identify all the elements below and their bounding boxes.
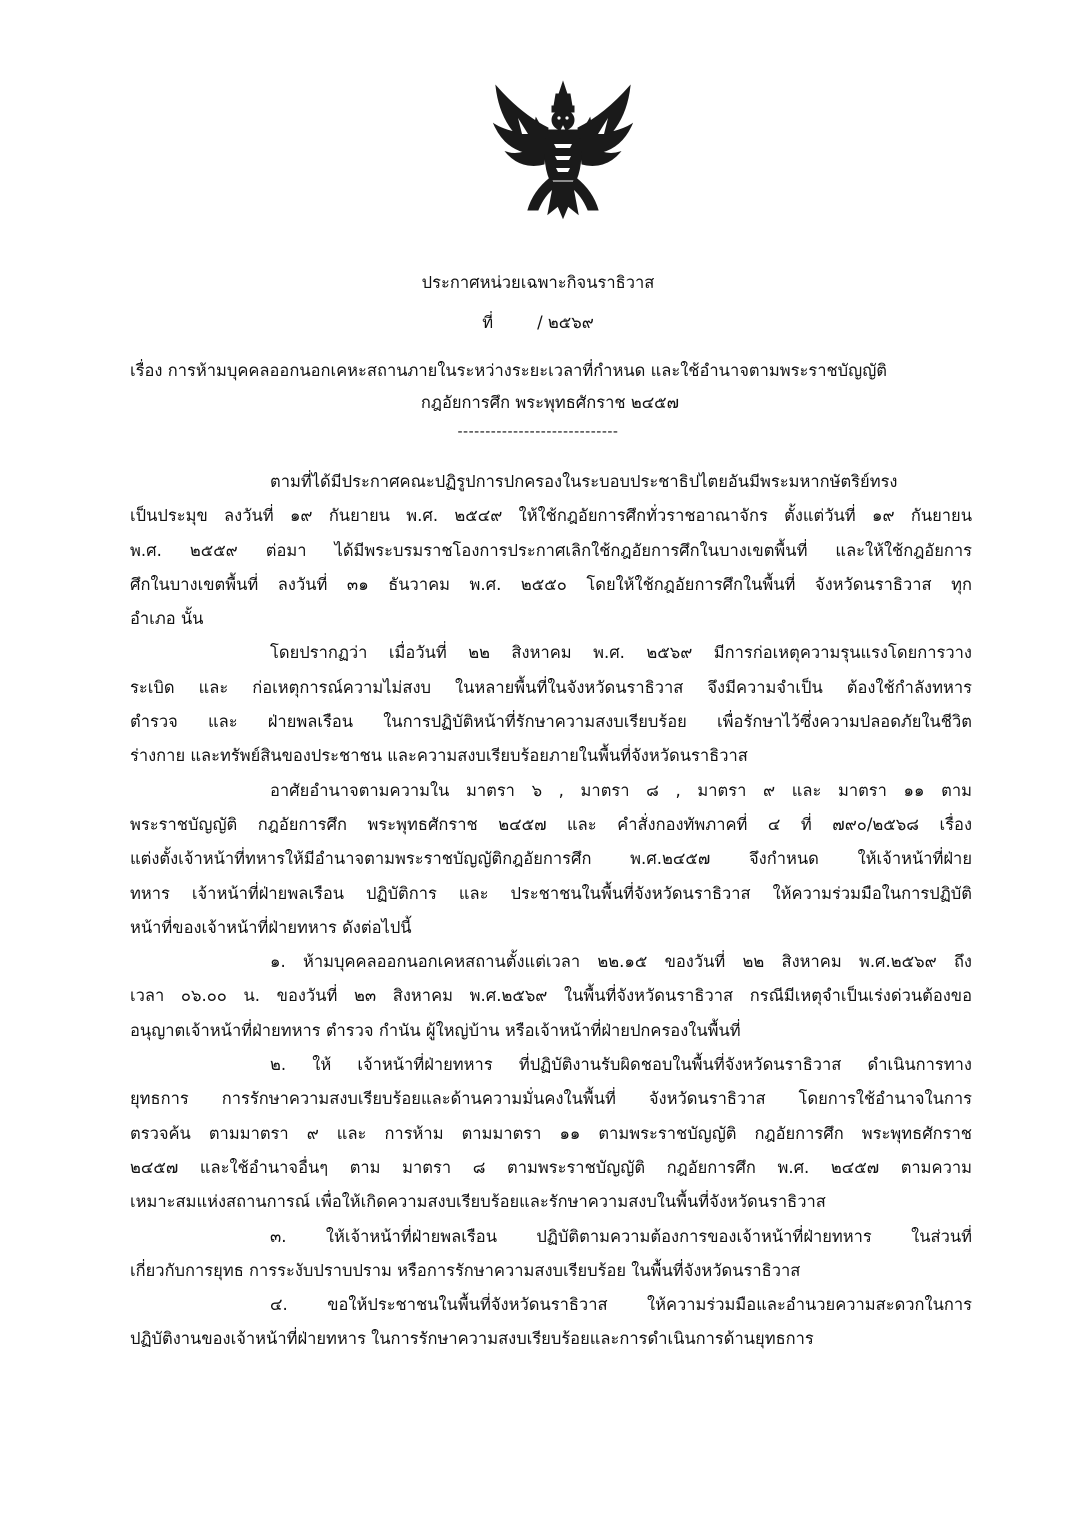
- document-number: [0, 311, 1076, 335]
- item-1-line: อนุญาตเจ้าหน้าที่ฝ่ายทหาร ตำรวจ กำนัน ผู้ใหญ่บ้าน หรือเจ้าหน้าที่ฝ่ายปกครองในพื้นที่: [130, 1020, 741, 1040]
- item-2-line: ตรวจค้น ตามมาตรา ๙ และ การห้าม ตามมาตรา ๑๑ ตามพระราชบัญญัติ กฎอัยการศึก พระพุทธศักราช: [130, 1123, 972, 1143]
- paragraph-1-line: พ.ศ. ๒๕๕๙ ต่อมา ได้มีพระบรมราชโองการประกาศเลิกใช้กฎอัยการศึกในบางเขตพื้นที่ และให้ใช้กฎอัยการ: [130, 540, 972, 560]
- paragraph-2-line: ร่างกาย และทรัพย์สินของประชาชน และความสงบเรียบร้อยภายในพื้นที่จังหวัดนราธิวาส: [130, 746, 748, 766]
- paragraph-1-line: เป็นประมุข ลงวันที่ ๑๙ กันยายน พ.ศ. ๒๕๔๙ ให้ใช้กฎอัยการศึกทั่วราชอาณาจักร ตั้งแต่วันที่ ๑๙ กันยายน: [130, 506, 972, 526]
- announcement-body: [130, 465, 972, 1357]
- subject-block: [130, 355, 970, 419]
- garuda-emblem-icon: [488, 78, 638, 220]
- item-1-line: ๑. ห้ามบุคคลออกนอกเคหสถานตั้งแต่เวลา ๒๒.๑๕ ของวันที่ ๒๒ สิงหาคม พ.ศ.๒๕๖๙ ถึง: [270, 952, 972, 972]
- item-4-line: ๔. ขอให้ประชาชนในพื้นที่จังหวัดนราธิวาส ให้ความร่วมมือและอำนวยความสะดวกในการ: [270, 1295, 972, 1315]
- paragraph-3-line: ทหาร เจ้าหน้าที่ฝ่ายพลเรือน ปฏิบัติการ และ ประชาชนในพื้นที่จังหวัดนราธิวาส ให้ความร่วมมือในการปฏิบัติ: [130, 883, 972, 903]
- subject-line-1: เรื่อง การห้ามบุคคลออกนอกเคหะสถานภายในระหว่างระยะเวลาที่กำหนด และใช้อำนาจตามพระราชบัญญัติ: [130, 361, 887, 380]
- paragraph-1-line: ตามที่ได้มีประกาศคณะปฏิรูปการปกครองในระบอบประชาธิปไตยอันมีพระมหากษัตริย์ทรง: [270, 472, 898, 491]
- paragraph-2-line: โดยปรากฏว่า เมื่อวันที่ ๒๒ สิงหาคม พ.ศ. ๒๕๖๙ มีการก่อเหตุความรุนแรงโดยการวาง: [270, 643, 972, 663]
- document-number-label: ที่: [482, 313, 494, 332]
- item-2-line: ๒. ให้ เจ้าหน้าที่ฝ่ายทหาร ที่ปฏิบัติงานรับผิดชอบในพื้นที่จังหวัดนราธิวาส ดำเนินการทาง: [270, 1055, 972, 1075]
- paragraph-3-line: พระราชบัญญัติ กฎอัยการศึก พระพุทธศักราช ๒๔๕๗ และ คำสั่งกองทัพภาคที่ ๔ ที่ ๗๙๐/๒๕๖๘ เรื่อง: [130, 814, 972, 834]
- subject-line-2: กฎอัยการศึก พระพุทธศักราช ๒๔๕๗: [420, 393, 680, 412]
- paragraph-1-line: ศึกในบางเขตพื้นที่ ลงวันที่ ๓๑ ธันวาคม พ.ศ. ๒๕๕๐ โดยให้ใช้กฎอัยการศึกในพื้นที่ จังหวัดนราธิวาส ทุก: [130, 574, 972, 594]
- document-number-value: / ๒๕๖๙: [537, 313, 594, 332]
- item-3-line: ๓. ให้เจ้าหน้าที่ฝ่ายพลเรือน ปฏิบัติตามความต้องการของเจ้าหน้าที่ฝ่ายทหาร ในส่วนที่: [270, 1226, 972, 1246]
- paragraph-3-line: หน้าที่ของเจ้าหน้าที่ฝ่ายทหาร ดังต่อไปนี้: [130, 917, 412, 937]
- item-3-line: เกี่ยวกับการยุทธ การระงับปราบปราม หรือการรักษาความสงบเรียบร้อย ในพื้นที่จังหวัดนราธิวาส: [130, 1260, 801, 1280]
- item-2-line: ๒๔๕๗ และใช้อำนาจอื่นๆ ตาม มาตรา ๘ ตามพระราชบัญญัติ กฎอัยการศึก พ.ศ. ๒๔๕๗ ตามความ: [130, 1157, 972, 1177]
- divider: -----------------------------: [457, 424, 619, 440]
- paragraph-2-line: ตำรวจ และ ฝ่ายพลเรือน ในการปฏิบัติหน้าที่รักษาความสงบเรียบร้อย เพื่อรักษาไว้ซึ่งความปลอดภัยในชีวิต: [130, 712, 972, 732]
- paragraph-3-line: แต่งตั้งเจ้าหน้าที่ทหารให้มีอำนาจตามพระราชบัญญัติกฎอัยการศึก พ.ศ.๒๔๕๗ จึงกำหนด ให้เจ้าหน้าที่ฝ่าย: [130, 849, 972, 869]
- paragraph-1-line: อำเภอ นั้น: [130, 609, 204, 629]
- paragraph-3-line: อาศัยอำนาจตามความใน มาตรา ๖ , มาตรา ๘ , มาตรา ๙ และ มาตรา ๑๑ ตาม: [270, 780, 972, 800]
- item-2-line: เหมาะสมแห่งสถานการณ์ เพื่อให้เกิดความสงบเรียบร้อยและรักษาความสงบในพื้นที่จังหวัดนราธิวาส: [130, 1192, 826, 1212]
- paragraph-2-line: ระเบิด และ ก่อเหตุการณ์ความไม่สงบ ในหลายพื้นที่ในจังหวัดนราธิวาส จึงมีความจำเป็น ต้องใช้กำลังทหาร: [130, 677, 972, 697]
- item-4-line: ปฏิบัติงานของเจ้าหน้าที่ฝ่ายทหาร ในการรักษาความสงบเรียบร้อยและการดำเนินการด้านยุทธการ: [130, 1329, 814, 1349]
- item-1-line: เวลา ๐๖.๐๐ น. ของวันที่ ๒๓ สิงหาคม พ.ศ.๒๕๖๙ ในพื้นที่จังหวัดนราธิวาส กรณีมีเหตุจำเป็นเร่งด่วนต้องขอ: [130, 986, 972, 1006]
- announcement-title: ประกาศหน่วยเฉพาะกิจนราธิวาส: [421, 273, 655, 292]
- item-2-line: ยุทธการ การรักษาความสงบเรียบร้อยและด้านความมั่นคงในพื้นที่ จังหวัดนราธิวาส โดยการใช้อำนาจในการ: [130, 1089, 972, 1109]
